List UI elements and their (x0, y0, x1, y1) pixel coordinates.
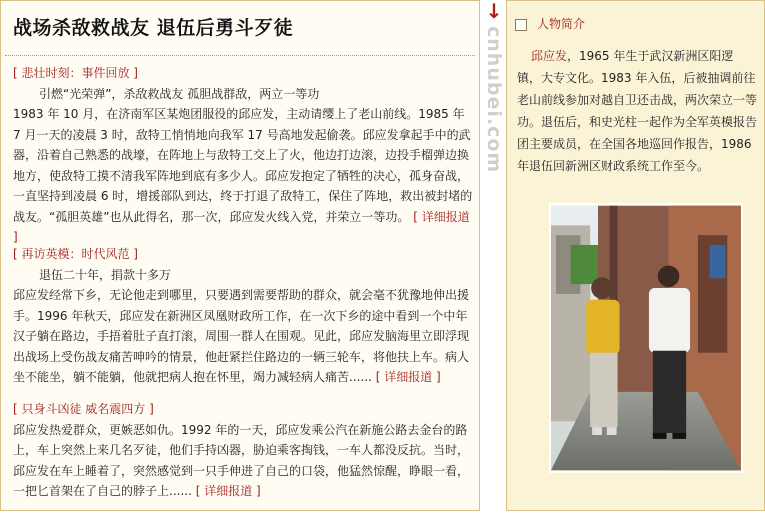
detail-report-link[interactable]: [ 详细报道 ] (13, 209, 470, 244)
section-body (13, 285, 475, 388)
section-heading: [ 再访英模：时代风范 ] (13, 247, 138, 261)
profile-name: 邱应发 (531, 49, 568, 63)
section-subtitle: 退伍二十年，捐款十多万 (39, 267, 172, 282)
section-event-replay (13, 63, 475, 248)
detail-report-link[interactable]: [ 详细报道 ] (195, 484, 261, 498)
section-body (13, 420, 475, 502)
portrait-photo (549, 203, 743, 473)
section-body-text: 邱应发经常下乡，无论他走到哪里，只要遇到需要帮助的群众，就会毫不犹豫地伸出援手。1996 年秋天，邱应发在新洲区凤凰财政所工作，在一次下乡的途中看到一个中年汉子躺在路边，手捂着肚子直打滚，周围一群人在围观。见此，邱应发脑海里立即浮现出战场上受伤战友痛苦呻吟的情景，他赶紧拦住路边的一辆三轮车，将他扶上车。病人坐不能坐，躺不能躺，他就把病人抱在怀里，竭力减轻病人痛苦...... (13, 288, 470, 384)
section-revisit (13, 244, 475, 388)
section-heading: [ 悲壮时刻：事件回放 ] (13, 66, 138, 80)
down-arrow-icon: ↓ (485, 0, 503, 23)
section-body-text: 邱应发热爱群众，更嫉恶如仇。1992 年的一天，邱应发乘公汽在新施公路去金台的路上，车上突然上来几名歹徒，他们手持凶器，胁迫乘客掏钱，一车人都没反抗。当时，邱应发在车上睡着了，突然感觉到一只手伸进了自己的口袋，他猛然惊醒，睁眼一看，一把匕首架在了自己的脖子上...... (13, 422, 470, 498)
section-fight-robbers (13, 399, 475, 502)
square-bullet-icon (515, 19, 527, 31)
page-title: 战场杀敌救战友 退伍后勇斗歹徒 (13, 17, 294, 39)
profile-heading-label: 人物简介 (537, 17, 586, 31)
profile-bio: ，1965 年生于武汉新洲区阳逻镇，大专文化。1983 年入伍，后被抽调前往老山前线参加对越自卫还击战，两次荣立一等功。退伍后，和史光柱一起作为全军英模报告团主要成员，在全国各地巡回作报告，1986 年退伍回新洲区财政系统工作至今。 (517, 49, 758, 173)
section-heading: [ 只身斗凶徒 威名震四方 ] (13, 402, 154, 416)
profile-heading (515, 15, 585, 31)
site-logo-strip (481, 0, 507, 190)
section-body (13, 104, 475, 248)
section-body-text: 1983 年 10 月，在济南军区某炮团服役的邱应发，主动请缨上了老山前线。1985 年 7 月一天的凌晨 3 时，敌特工悄悄地向我军 17 号高地发起偷袭。邱应发拿起手中的武器，沿着自己熟悉的战壕，在阵地上与敌特工交上了火，他边打边滚，边投手榴弹边换地方，使敌特工摸不清我军阵地到底有多少人。邱应发抱定了牺牲的决心，孤身奋战，一直坚持到凌晨 6 时，增援部队到达，终于打退了敌特工，保住了阵地，救出被封堵的战友。“孤胆英雄”也从此得名，那一次，邱应发火线入党，并荣立一等功。 (13, 107, 473, 224)
profile-panel (506, 0, 765, 511)
profile-text (517, 45, 757, 177)
detail-report-link[interactable]: [ 详细报道 ] (375, 370, 441, 384)
site-logo-text: cnhubei.com (483, 26, 505, 174)
section-subtitle: 引燃“光荣弹”，杀敌救战友 孤胆战群敌，两立一等功 (39, 86, 320, 101)
title-divider (5, 55, 475, 56)
